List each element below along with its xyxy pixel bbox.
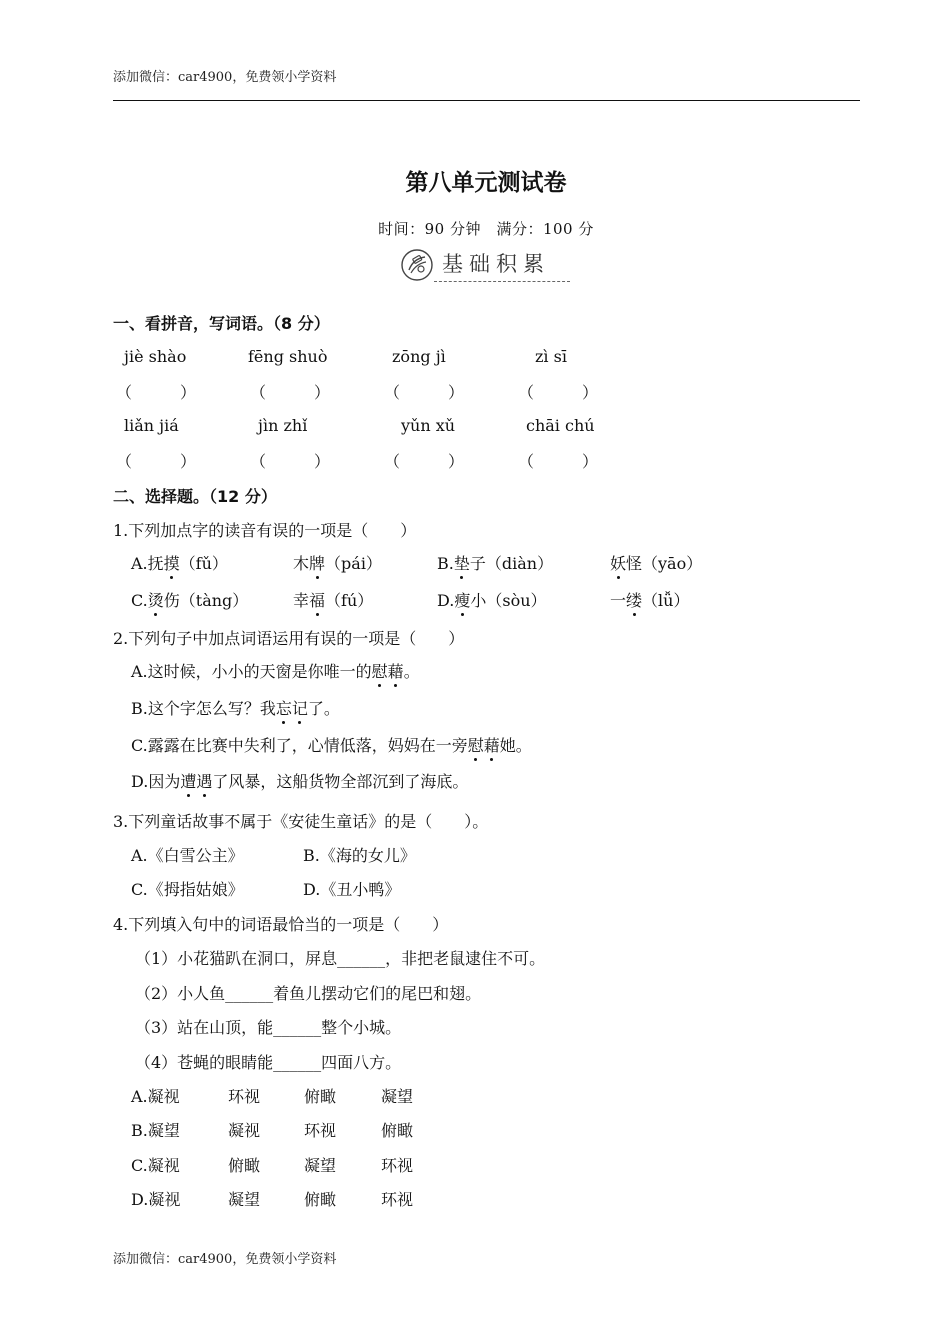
q4-option-word: 环视	[381, 1156, 414, 1175]
q4-option-word: 环视	[304, 1121, 337, 1140]
pinyin-item: yǔn xǔ	[401, 416, 456, 435]
q4-sentence-3: （3）站在山顶，能______整个小城。	[135, 1018, 402, 1037]
q3-option-a: A.《白雪公主》	[131, 846, 244, 865]
q3-option-b: B.《海的女儿》	[303, 846, 416, 865]
header-divider	[113, 100, 860, 101]
q4-sentence-1: （1）小花猫趴在洞口，屏息______，非把老鼠逮住不可。	[135, 949, 546, 968]
q4-sentence-4: （4）苍蝇的眼睛能______四面八方。	[135, 1053, 402, 1072]
question-4-stem: 4.下列填入句中的词语最恰当的一项是（ ）	[113, 915, 449, 934]
q2-option-d: D.因为遭遇了风暴，这船货物全部沉到了海底。	[131, 769, 468, 792]
question-1-stem: 1.下列加点字的读音有误的一项是（ ）	[113, 521, 417, 540]
answer-blank: （ ）	[384, 383, 465, 402]
q2-option-c: C.露露在比赛中失利了，心情低落，妈妈在一旁慰藉她。	[131, 733, 532, 756]
q2-option-a: A.这时候，小小的天窗是你唯一的慰藉。	[131, 659, 420, 682]
pinyin-item: fēng shuò	[248, 347, 328, 366]
q4-option-word: 凝望	[381, 1087, 414, 1106]
q4-sentence-2: （2）小人鱼______着鱼儿摆动它们的尾巴和翅。	[135, 984, 482, 1003]
scroll-icon	[400, 248, 434, 282]
pinyin-item: chāi chú	[526, 416, 595, 435]
page-footer: 添加微信：car4900，免费领小学资料	[113, 1252, 337, 1267]
answer-blank: （ ）	[250, 383, 331, 402]
q1-option-a-1: A.抚摸（fǔ）	[131, 551, 228, 574]
badge-label: 基础积累	[442, 252, 550, 276]
answer-blank: （ ）	[250, 452, 331, 471]
q4-option-word: 俯瞰	[304, 1190, 337, 1209]
pinyin-item: zōng jì	[392, 347, 446, 366]
q4-option-word: C.凝视	[131, 1156, 180, 1175]
q4-option-word: 俯瞰	[304, 1087, 337, 1106]
q1-option-b-2: 妖怪（yāo）	[610, 551, 702, 574]
q1-option-d-1: D.瘦小（sòu）	[437, 588, 547, 611]
q4-option-word: B.凝望	[131, 1121, 180, 1140]
answer-blank: （ ）	[384, 452, 465, 471]
pinyin-item: zì sī	[535, 347, 567, 366]
q1-option-d-2: 一缕（lǚ）	[610, 588, 689, 611]
q4-option-word: D.凝视	[131, 1190, 181, 1209]
answer-blank: （ ）	[518, 383, 599, 402]
q2-option-b: B.这个字怎么写？我忘记了。	[131, 696, 340, 719]
answer-blank: （ ）	[116, 383, 197, 402]
section-badge	[400, 244, 572, 284]
q1-option-c-1: C.烫伤（tàng）	[131, 588, 248, 611]
pinyin-item: jìn zhǐ	[258, 416, 308, 435]
q4-option-word: A.凝视	[131, 1087, 180, 1106]
section-2-heading: 二、选择题。（12 分）	[113, 487, 277, 506]
page-title: 第八单元测试卷	[405, 170, 567, 196]
q1-option-a-2: 木牌（pái）	[293, 551, 382, 574]
page-header: 添加微信：car4900，免费领小学资料	[113, 70, 337, 85]
answer-blank: （ ）	[518, 452, 599, 471]
answer-blank: （ ）	[116, 452, 197, 471]
badge-underline	[434, 281, 570, 282]
pinyin-item: liǎn jiá	[124, 416, 179, 435]
q4-option-word: 俯瞰	[228, 1156, 261, 1175]
q4-option-word: 环视	[381, 1190, 414, 1209]
q4-option-word: 环视	[228, 1087, 261, 1106]
q1-option-c-2: 幸福（fú）	[293, 588, 373, 611]
exam-meta: 时间：90 分钟 满分：100 分	[378, 220, 594, 238]
q4-option-word: 凝望	[304, 1156, 337, 1175]
pinyin-item: jiè shào	[124, 347, 187, 366]
section-1-heading: 一、看拼音，写词语。（8 分）	[113, 314, 330, 333]
q1-option-b-1: B.垫子（diàn）	[437, 551, 553, 574]
q3-option-c: C.《拇指姑娘》	[131, 880, 244, 899]
q3-option-d: D.《丑小鸭》	[303, 880, 401, 899]
q4-option-word: 俯瞰	[381, 1121, 414, 1140]
question-2-stem: 2.下列句子中加点词语运用有误的一项是（ ）	[113, 629, 465, 648]
q4-option-word: 凝望	[228, 1190, 261, 1209]
question-3-stem: 3.下列童话故事不属于《安徒生童话》的是（ ）。	[113, 812, 489, 831]
q4-option-word: 凝视	[228, 1121, 261, 1140]
